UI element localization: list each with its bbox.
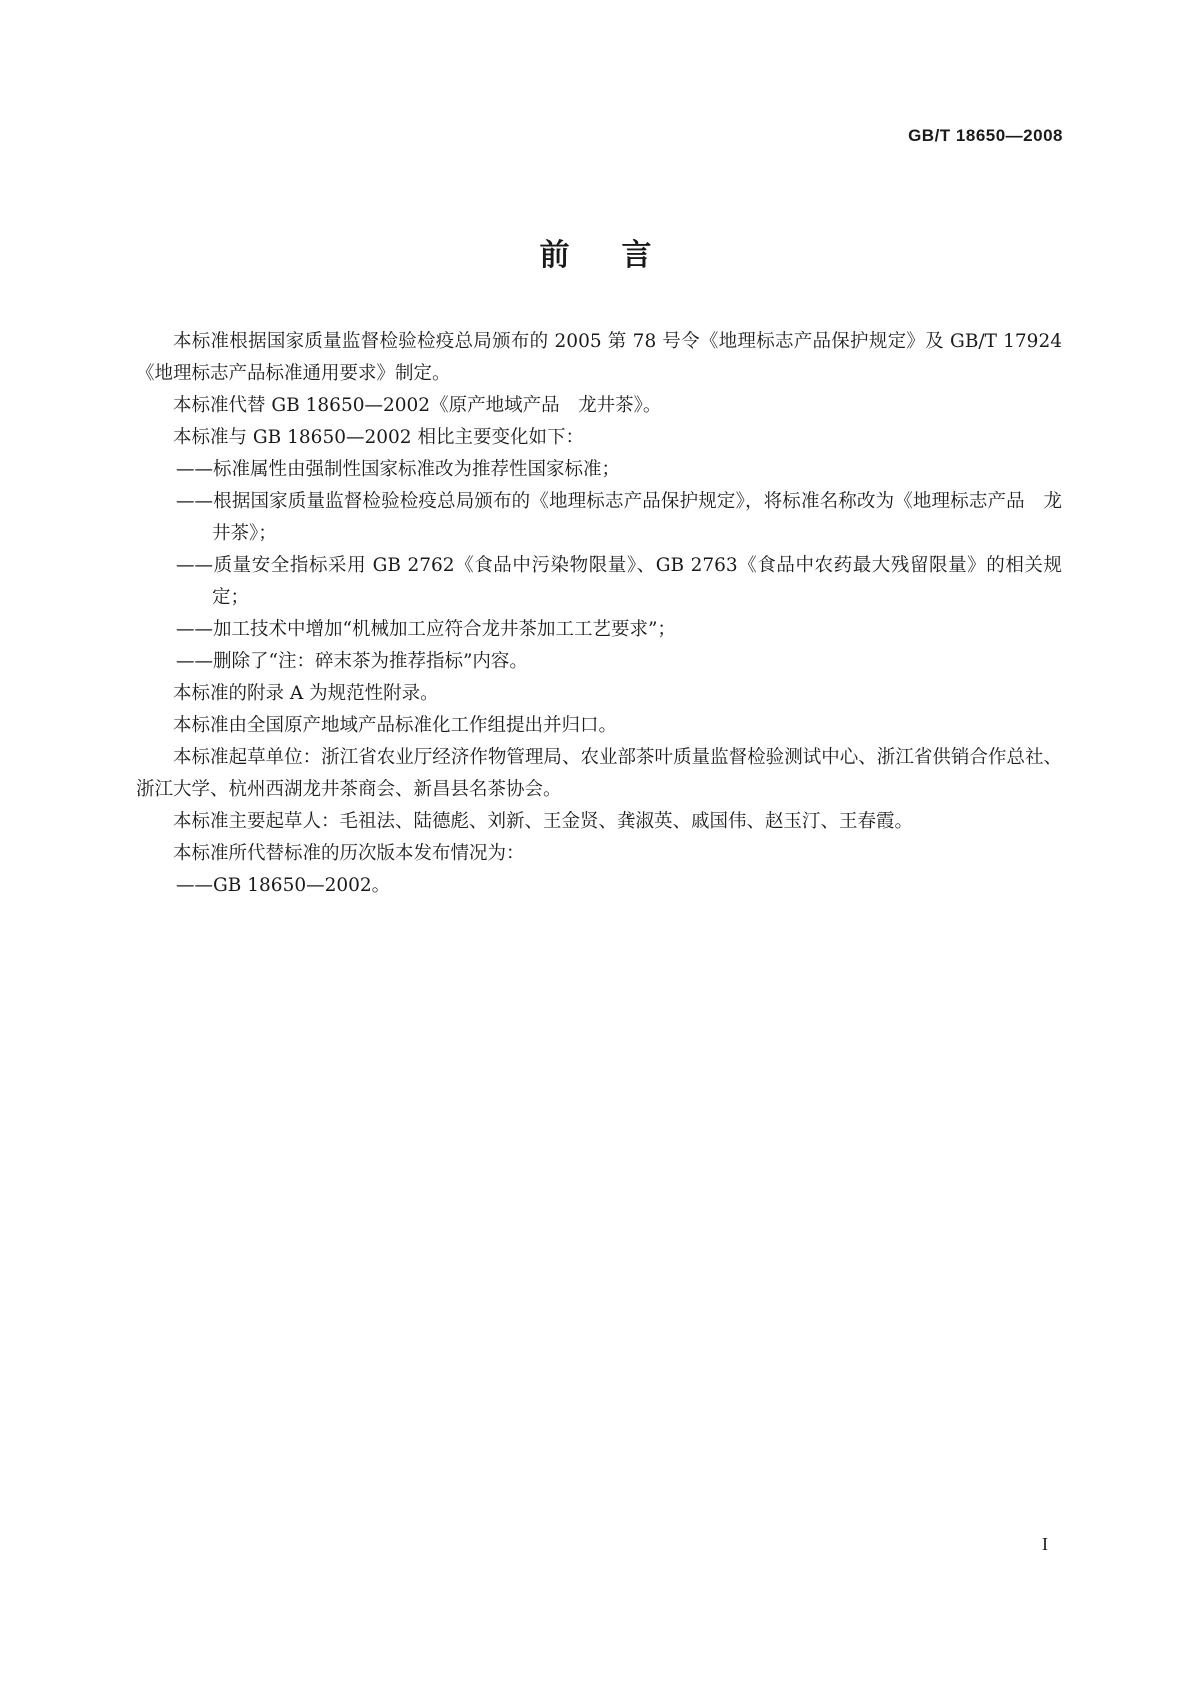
- closing-paragraph: 本标准由全国原产地域产品标准化工作组提出并归口。: [173, 715, 618, 736]
- change-item: ——加工技术中增加“机械加工应符合龙井茶加工工艺要求”；: [176, 619, 676, 640]
- change-item: ——根据国家质量监督检验检疫总局颁布的《地理标志产品保护规定》，将标准名称改为《地理标志产品 龙井茶》；: [176, 491, 1062, 544]
- history-item: ——GB 18650—2002。: [176, 875, 391, 896]
- intro-paragraph: 本标准代替 GB 18650—2002《原产地域产品 龙井茶》。: [173, 395, 662, 416]
- closing-paragraph: 本标准所代替标准的历次版本发布情况为：: [173, 843, 525, 864]
- closing-paragraph: 本标准的附录 A 为规范性附录。: [173, 683, 439, 704]
- change-item: ——删除了“注：碎末茶为推荐指标”内容。: [176, 651, 528, 672]
- page-number: I: [1042, 1534, 1048, 1554]
- intro-paragraph: 本标准与 GB 18650—2002 相比主要变化如下：: [173, 427, 584, 448]
- page-title: 前言: [539, 238, 704, 273]
- closing-paragraph: 本标准主要起草人：毛祖法、陆德彪、刘新、王金贤、龚淑英、戚国伟、赵玉汀、王春霞。: [173, 811, 914, 832]
- intro-paragraph: 本标准根据国家质量监督检验检疫总局颁布的 2005 第 78 号令《地理标志产品保护规定》及 GB/T 17924《地理标志产品标准通用要求》制定。: [136, 331, 1062, 384]
- document-body: [136, 326, 1062, 902]
- change-item: ——标准属性由强制性国家标准改为推荐性国家标准；: [176, 459, 621, 480]
- closing-paragraph: 本标准起草单位：浙江省农业厅经济作物管理局、农业部茶叶质量监督检验测试中心、浙江省供销合作总社、浙江大学、杭州西湖龙井茶商会、新昌县名茶协会。: [136, 747, 1062, 800]
- standard-code: GB/T 18650—2008: [908, 126, 1063, 145]
- change-item: ——质量安全指标采用 GB 2762《食品中污染物限量》、GB 2763《食品中农药最大残留限量》的相关规定；: [176, 555, 1062, 608]
